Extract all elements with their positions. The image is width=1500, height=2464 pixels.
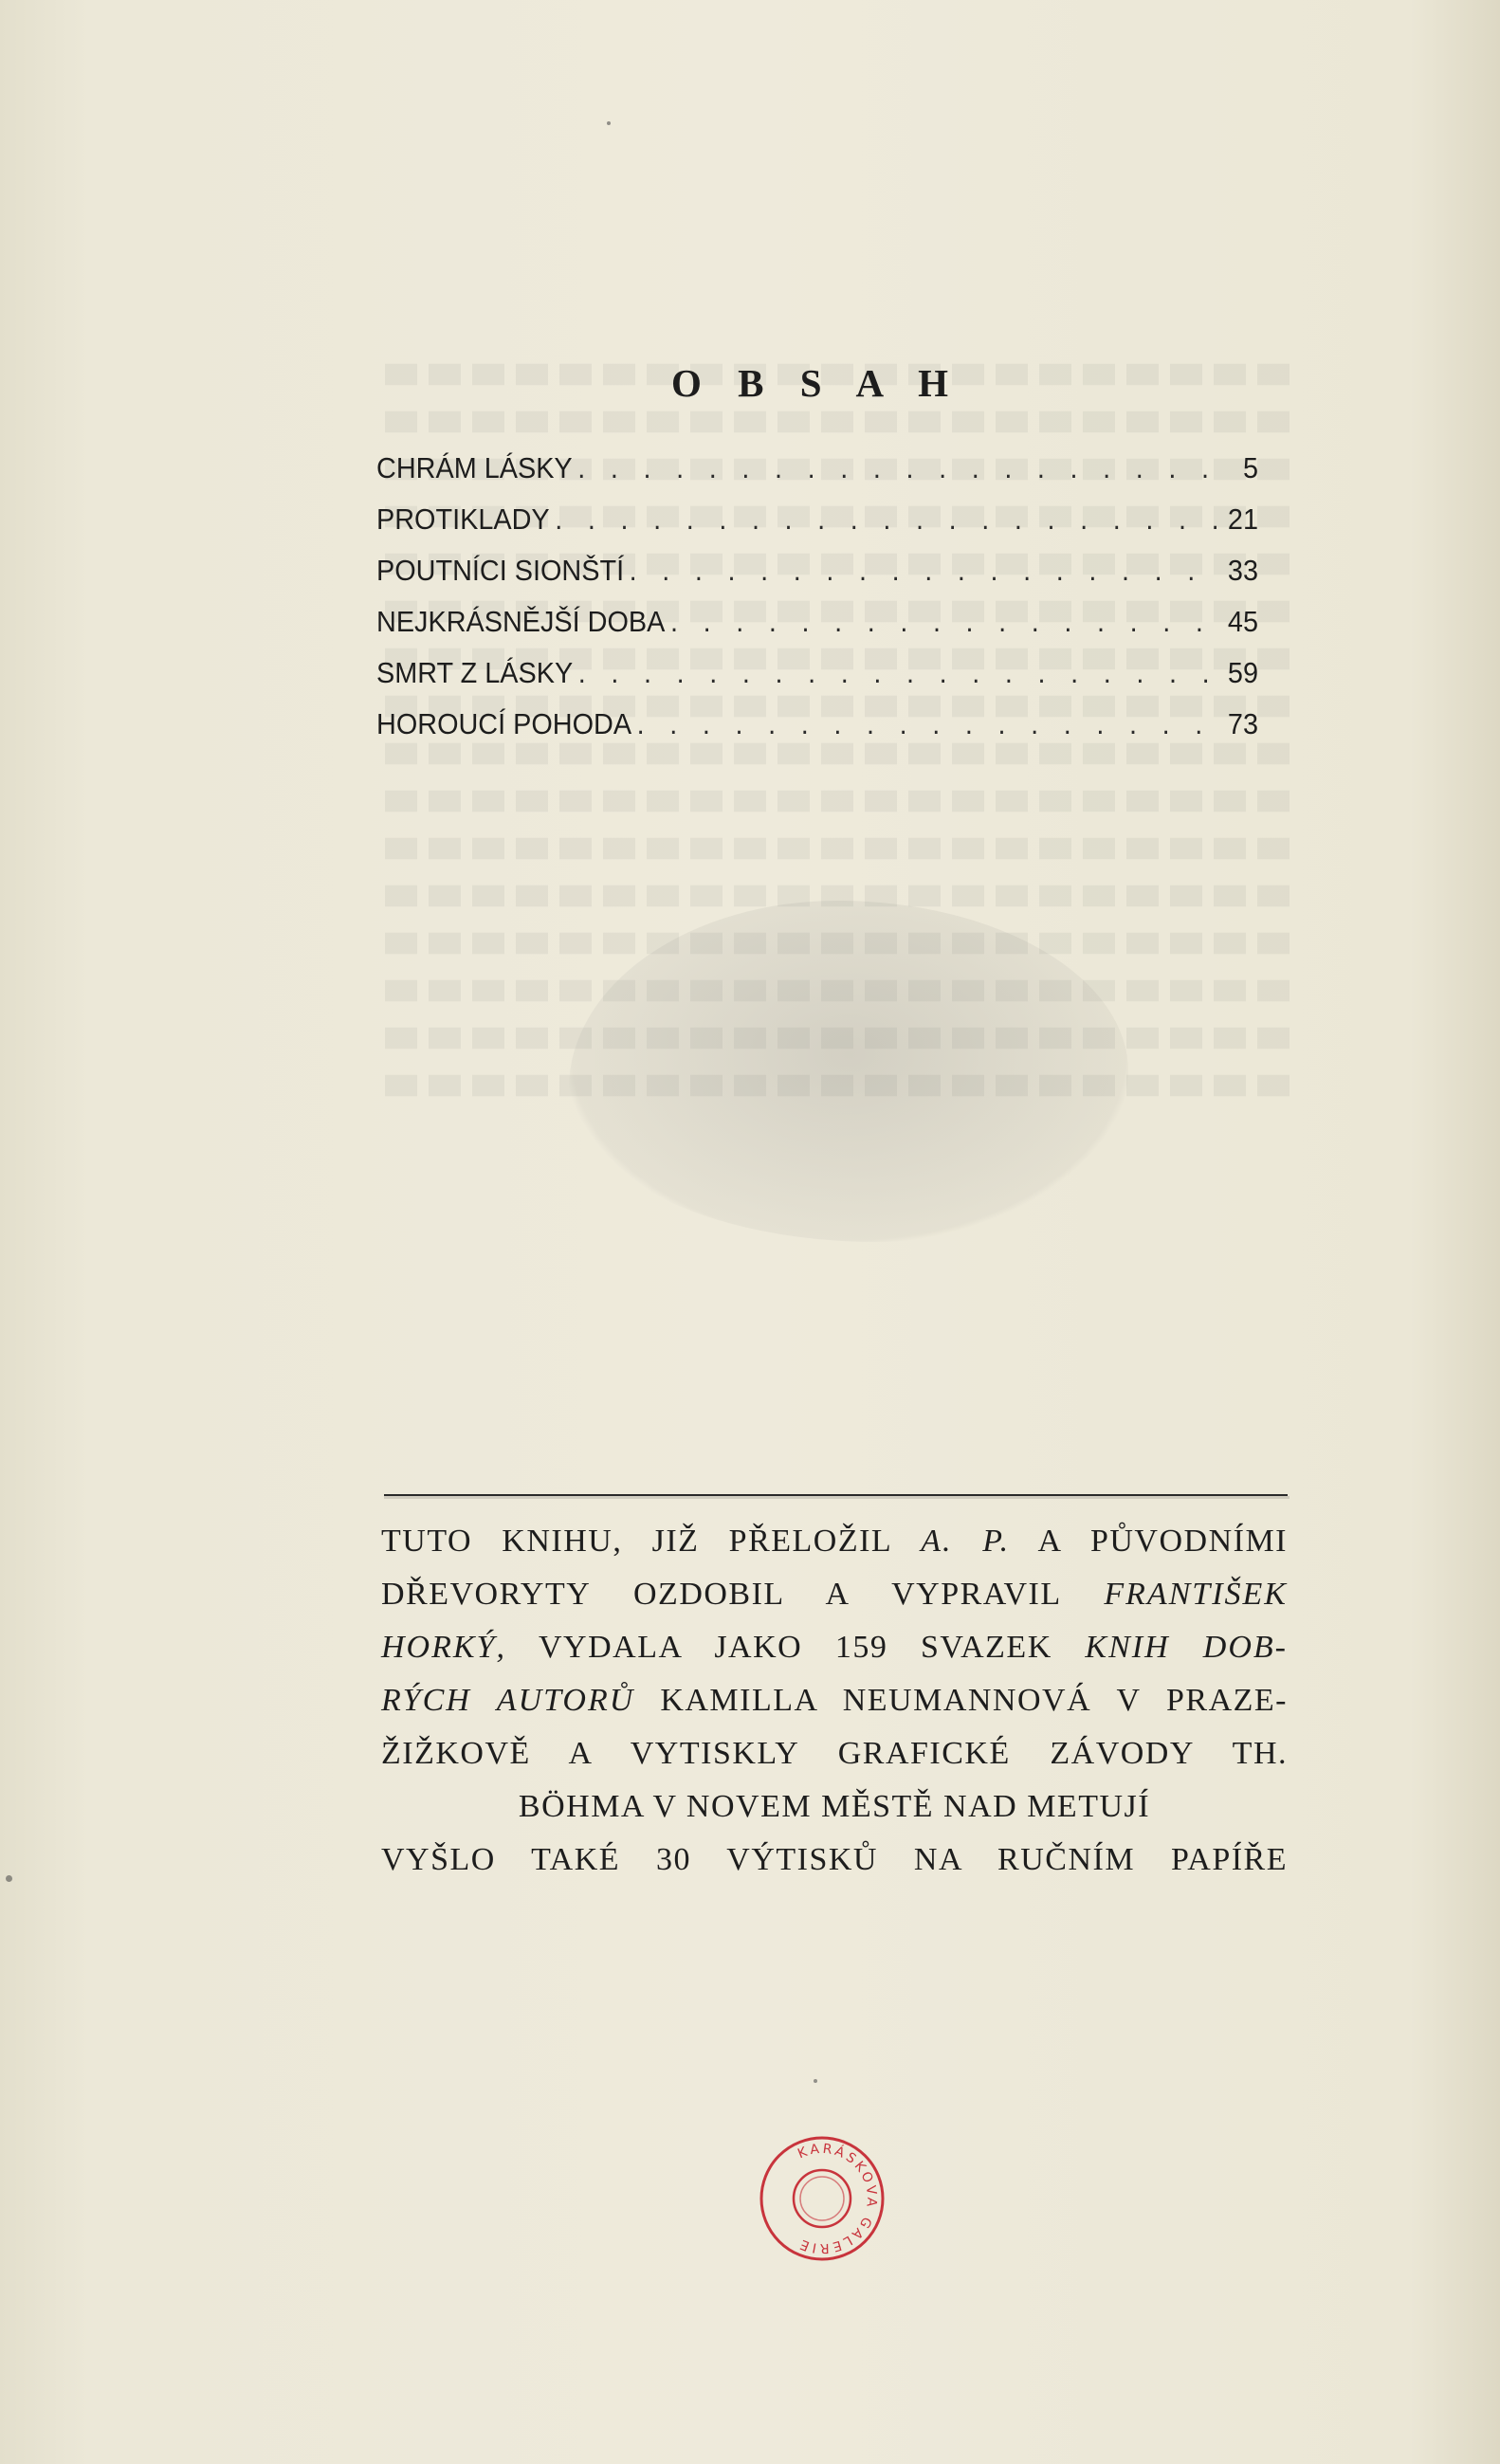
toc-entry-title: POUTNÍCI SIONŠTÍ	[376, 554, 625, 587]
colophon-text: VYDALA JAKO 159 SVAZEK	[505, 1630, 1086, 1665]
bleed-through-ornament	[569, 901, 1128, 1242]
colophon-line	[381, 1674, 1288, 1727]
toc-entry	[376, 605, 1258, 656]
colophon	[381, 1515, 1288, 1887]
toc-entry	[376, 451, 1258, 502]
toc-entry-title: PROTIKLADY	[376, 502, 550, 536]
colophon-line	[381, 1568, 1288, 1621]
colophon-line	[381, 1515, 1288, 1568]
paper-speck	[6, 1875, 12, 1882]
toc-entry	[376, 554, 1258, 605]
colophon-italic-text: A. P.	[921, 1524, 1011, 1559]
toc-heading: O B S A H	[670, 361, 961, 405]
toc-leader-dots	[577, 451, 1217, 485]
toc-entry	[376, 502, 1258, 554]
toc-entry-title: CHRÁM LÁSKY	[376, 451, 573, 484]
bleed-through-rule	[384, 1496, 1290, 1499]
stamp-text: KARÁSKOVA GALERIE	[796, 2141, 880, 2256]
colophon-italic-text: RÝCH AUTORŮ	[381, 1683, 635, 1718]
toc-leader-dots	[637, 707, 1218, 741]
colophon-line	[381, 1621, 1288, 1674]
stamp-seal-icon	[757, 2133, 887, 2264]
toc-entry-page: 73	[1227, 707, 1258, 740]
colophon-line: BÖHMA V NOVEM MĚSTĚ NAD METUJÍ	[518, 1789, 1151, 1824]
toc-entry-title: NEJKRÁSNĚJŠÍ DOBA	[376, 605, 666, 638]
toc-entry-page: 5	[1242, 451, 1258, 484]
colophon-text: TUTO KNIHU, JIŽ PŘELOŽIL	[381, 1524, 922, 1559]
colophon-text: A PŮVODNÍMI	[1010, 1524, 1288, 1559]
toc-entry-page: 45	[1227, 605, 1258, 638]
divider-rule	[384, 1494, 1288, 1496]
colophon-italic-text: KNIH DOB-	[1085, 1630, 1288, 1665]
colophon-line: VYŠLO TAKÉ 30 VÝTISKŮ NA RUČNÍM PAPÍŘE	[381, 1842, 1288, 1877]
table-of-contents	[376, 360, 1256, 758]
paper-speck	[814, 2079, 817, 2083]
gallery-stamp	[757, 2133, 887, 2264]
colophon-line: ŽIŽKOVĚ A VYTISKLY GRAFICKÉ ZÁVODY TH.	[381, 1736, 1288, 1771]
toc-entry-page: 21	[1227, 502, 1258, 536]
toc-leader-dots	[670, 605, 1217, 639]
toc-leader-dots	[555, 502, 1217, 537]
toc-leader-dots	[630, 554, 1218, 588]
toc-entry-title: HOROUCÍ POHODA	[376, 707, 632, 740]
toc-entry	[376, 656, 1258, 707]
toc-entry-page: 33	[1227, 554, 1258, 587]
toc-leader-dots	[578, 656, 1217, 690]
toc-entry	[376, 707, 1258, 758]
colophon-italic-text: HORKÝ,	[381, 1630, 506, 1665]
colophon-text: DŘEVORYTY OZDOBIL A VYPRAVIL	[381, 1577, 1105, 1612]
toc-entry-title: SMRT Z LÁSKY	[376, 656, 574, 689]
paper-speck	[607, 121, 611, 125]
colophon-italic-text: FRANTIŠEK	[1104, 1577, 1288, 1612]
colophon-text: KAMILLA NEUMANNOVÁ V PRAZE-	[634, 1683, 1288, 1718]
toc-entry-page: 59	[1227, 656, 1258, 689]
